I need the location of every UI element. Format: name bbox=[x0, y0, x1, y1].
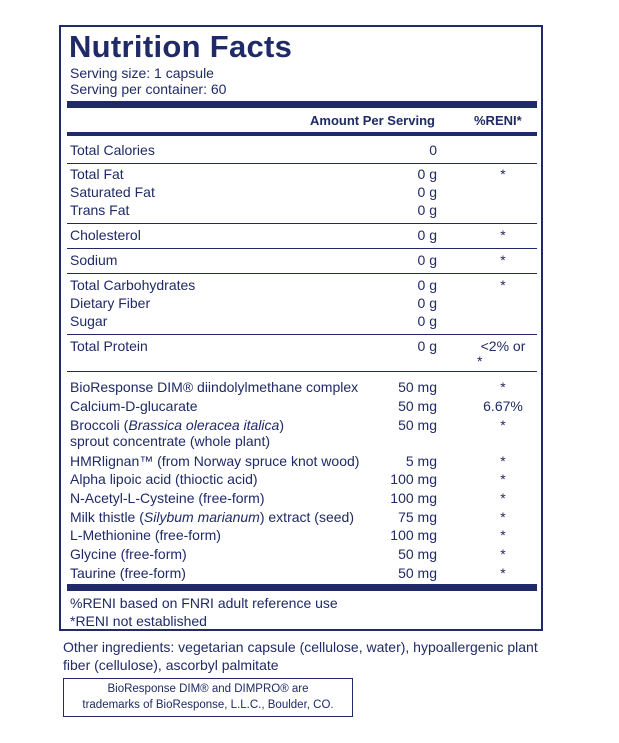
row-label: Sodium bbox=[70, 252, 118, 268]
servings-per-container: Serving per container: 60 bbox=[70, 81, 227, 97]
row-divider bbox=[67, 273, 537, 274]
row-label: Saturated Fat bbox=[70, 184, 155, 200]
row-amount: 0 g bbox=[417, 277, 437, 293]
ingredient-amount: 50 mg bbox=[398, 546, 437, 562]
ingredient-dv: * bbox=[500, 546, 506, 562]
ingredient-amount: 50 mg bbox=[398, 379, 437, 395]
ingredient-amount: 50 mg bbox=[398, 417, 437, 433]
row-label: Total Calories bbox=[70, 142, 155, 158]
ingredient-amount: 75 mg bbox=[398, 509, 437, 525]
row-dv: <2% or bbox=[480, 338, 526, 354]
ingredient-amount: 100 mg bbox=[390, 490, 437, 506]
ingredient-amount: 100 mg bbox=[390, 527, 437, 543]
ingredient-label: Calcium-D-glucarate bbox=[70, 398, 198, 414]
row-amount: 0 g bbox=[417, 252, 437, 268]
ingredient-dv: * bbox=[500, 565, 506, 581]
thick-divider-bottom bbox=[67, 584, 537, 591]
row-dv-asterisk: * bbox=[477, 353, 483, 369]
reni-header: %RENI* bbox=[474, 113, 522, 128]
trademark-line: BioResponse DIM® and DIMPRO® are bbox=[107, 683, 309, 695]
ingredient-label-line2: sprout concentrate (whole plant) bbox=[70, 433, 270, 449]
row-amount: 0 g bbox=[417, 313, 437, 329]
row-amount: 0 g bbox=[417, 227, 437, 243]
row-label: Total Protein bbox=[70, 338, 148, 354]
ingredient-amount: 50 mg bbox=[398, 565, 437, 581]
ingredient-label-part: ) bbox=[279, 417, 284, 433]
row-label: Trans Fat bbox=[70, 202, 130, 218]
row-dv: * bbox=[500, 227, 506, 243]
row-amount: 0 g bbox=[417, 184, 437, 200]
ingredient-label bbox=[70, 509, 354, 526]
serving-size: Serving size: 1 capsule bbox=[70, 65, 214, 81]
row-dv: * bbox=[500, 277, 506, 293]
row-divider bbox=[67, 334, 537, 335]
ingredient-label-part: Milk thistle ( bbox=[70, 509, 144, 525]
row-amount: 0 g bbox=[417, 338, 437, 354]
row-amount: 0 g bbox=[417, 295, 437, 311]
footnote-reni: %RENI based on FNRI adult reference use bbox=[70, 595, 338, 611]
row-divider bbox=[67, 371, 537, 372]
row-label: Dietary Fiber bbox=[70, 295, 151, 311]
ingredient-label-part: ) extract (seed) bbox=[259, 509, 354, 525]
ingredient-label-part: Broccoli ( bbox=[70, 417, 129, 433]
ingredient-amount: 5 mg bbox=[405, 453, 437, 469]
ingredient-dv: * bbox=[500, 509, 506, 525]
ingredient-label: BioResponse DIM® diindolylmethane complex bbox=[70, 379, 359, 395]
ingredient-dv: * bbox=[500, 379, 506, 395]
row-label: Total Carbohydrates bbox=[70, 277, 196, 293]
ingredient-dv: * bbox=[500, 417, 506, 433]
nutrition-facts-panel bbox=[59, 25, 543, 631]
panel-title: Nutrition Facts bbox=[69, 29, 293, 64]
ingredient-dv: * bbox=[500, 527, 506, 543]
ingredient-amount: 100 mg bbox=[390, 471, 437, 487]
ingredient-dv: * bbox=[500, 490, 506, 506]
ingredient-label: Glycine (free-form) bbox=[70, 546, 187, 562]
footnote-not-established: *RENI not established bbox=[70, 613, 207, 629]
amount-header: Amount Per Serving bbox=[310, 113, 435, 128]
row-dv: * bbox=[500, 166, 506, 182]
row-amount: 0 g bbox=[417, 166, 437, 182]
ingredient-label: Alpha lipoic acid (thioctic acid) bbox=[70, 471, 258, 487]
ingredient-label: HMRlignan™ (from Norway spruce knot wood) bbox=[70, 453, 360, 469]
ingredient-label: Taurine (free-form) bbox=[70, 565, 186, 581]
ingredient-label: L-Methionine (free-form) bbox=[70, 527, 221, 543]
thick-divider bbox=[67, 101, 537, 108]
ingredient-label bbox=[70, 417, 284, 434]
row-label: Cholesterol bbox=[70, 227, 141, 243]
row-amount: 0 g bbox=[417, 202, 437, 218]
row-divider bbox=[67, 223, 537, 224]
row-label: Sugar bbox=[70, 313, 108, 329]
other-ingredients: Other ingredients: vegetarian capsule (cellulose, water), hypoallergenic plant fiber (cellulose), ascorbyl palmitate bbox=[63, 639, 538, 673]
trademark-line: trademarks of BioResponse, L.L.C., Boulder, CO. bbox=[82, 699, 334, 711]
ingredient-latin-name: Brassica oleracea italica bbox=[128, 417, 280, 433]
row-divider bbox=[67, 163, 537, 164]
row-label: Total Fat bbox=[70, 166, 124, 182]
ingredient-dv: 6.67% bbox=[483, 398, 523, 414]
ingredient-label: N-Acetyl-L-Cysteine (free-form) bbox=[70, 490, 265, 506]
medium-divider bbox=[67, 132, 537, 136]
row-divider bbox=[67, 248, 537, 249]
trademark-box bbox=[63, 678, 353, 717]
row-dv: * bbox=[500, 252, 506, 268]
ingredient-latin-name: Silybum marianum bbox=[143, 509, 260, 525]
row-amount: 0 bbox=[429, 142, 437, 158]
ingredient-dv: * bbox=[500, 453, 506, 469]
ingredient-amount: 50 mg bbox=[398, 398, 437, 414]
ingredient-dv: * bbox=[500, 471, 506, 487]
